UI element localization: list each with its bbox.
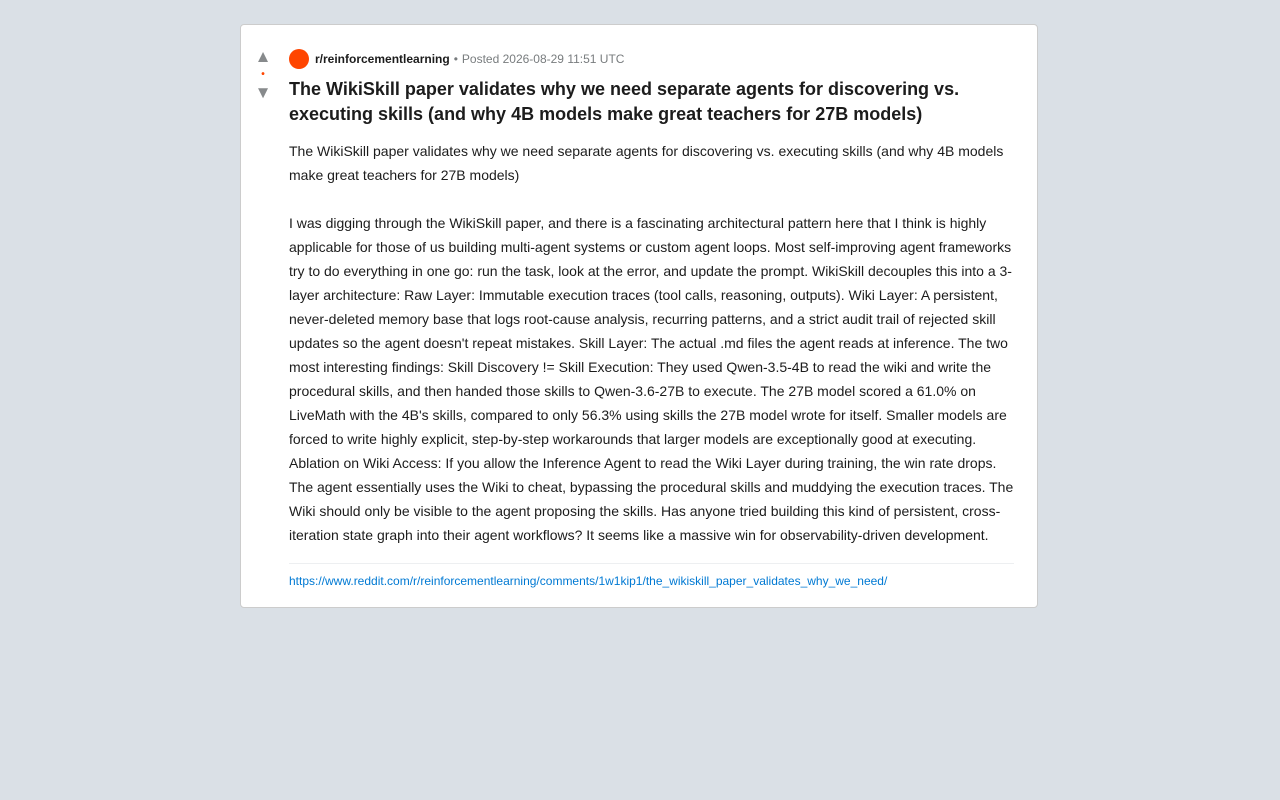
meta-separator: •	[453, 52, 458, 66]
vote-score: •	[261, 69, 265, 80]
post-footer	[289, 563, 1014, 589]
downvote-icon[interactable]: ▼	[254, 83, 272, 102]
upvote-icon[interactable]: ▲	[254, 47, 272, 66]
post-timestamp: Posted 2026-08-29 11:51 UTC	[461, 52, 625, 66]
subreddit-name[interactable]: r/reinforcementlearning	[315, 52, 450, 66]
vote-column	[241, 47, 285, 103]
post-paragraph: The WikiSkill paper validates why we need separate agents for discovering vs. executing skills (and why 4B models make great teachers for 27B models)	[289, 143, 1004, 183]
post-meta	[289, 49, 1014, 69]
post-card	[240, 24, 1038, 608]
post-content	[289, 49, 1014, 589]
post-title[interactable]: The WikiSkill paper validates why we need separate agents for discovering vs. executing skills (and why 4B models make great teachers for 27B models)	[289, 79, 960, 124]
post-paragraph: I was digging through the WikiSkill paper, and there is a fascinating architectural pattern here that I think is highly applicable for those of us building multi-agent systems or custom agent loops. Most self-improving agent frameworks try to do everything in one go: run the task, look at the error, and update the prompt. WikiSkill decouples this into a 3-layer architecture: Raw Layer: Immutable execution traces (tool calls, reasoning, outputs). Wiki Layer: A persistent, never-deleted memory base that logs root-cause analysis, recurring patterns, and a strict audit trail of rejected skill updates so the agent doesn't repeat mistakes. Skill Layer: The actual .md files the agent reads at inference. The two most interesting findings: Skill Discovery != Skill Execution: They used Qwen-3.5-4B to read the wiki and write the procedural skills, and then handed those skills to Qwen-3.6-27B to execute. The 27B model scored a 61.0% on LiveMath with the 4B's skills, compared to only 56.3% using skills the 27B model wrote for itself. Smaller models are forced to write highly explicit, step-by-step workarounds that larger models are exceptionally good at executing. Ablation on Wiki Access: If you allow the Inference Agent to read the Wiki Layer during training, the win rate drops. The agent essentially uses the Wiki to cheat, bypassing the procedural skills and muddying the execution traces. The Wiki should only be visible to the agent proposing the skills. Has anyone tried building this kind of persistent, cross-iteration state graph into their agent workflows? It seems like a massive win for observability-driven development.	[289, 215, 1014, 543]
subreddit-avatar-icon[interactable]	[289, 49, 309, 69]
post-permalink[interactable]: https://www.reddit.com/r/reinforcementlearning/comments/1w1kip1/the_wikiskill_paper_validates_why_we_need/	[289, 574, 888, 588]
post-body	[289, 139, 1014, 547]
